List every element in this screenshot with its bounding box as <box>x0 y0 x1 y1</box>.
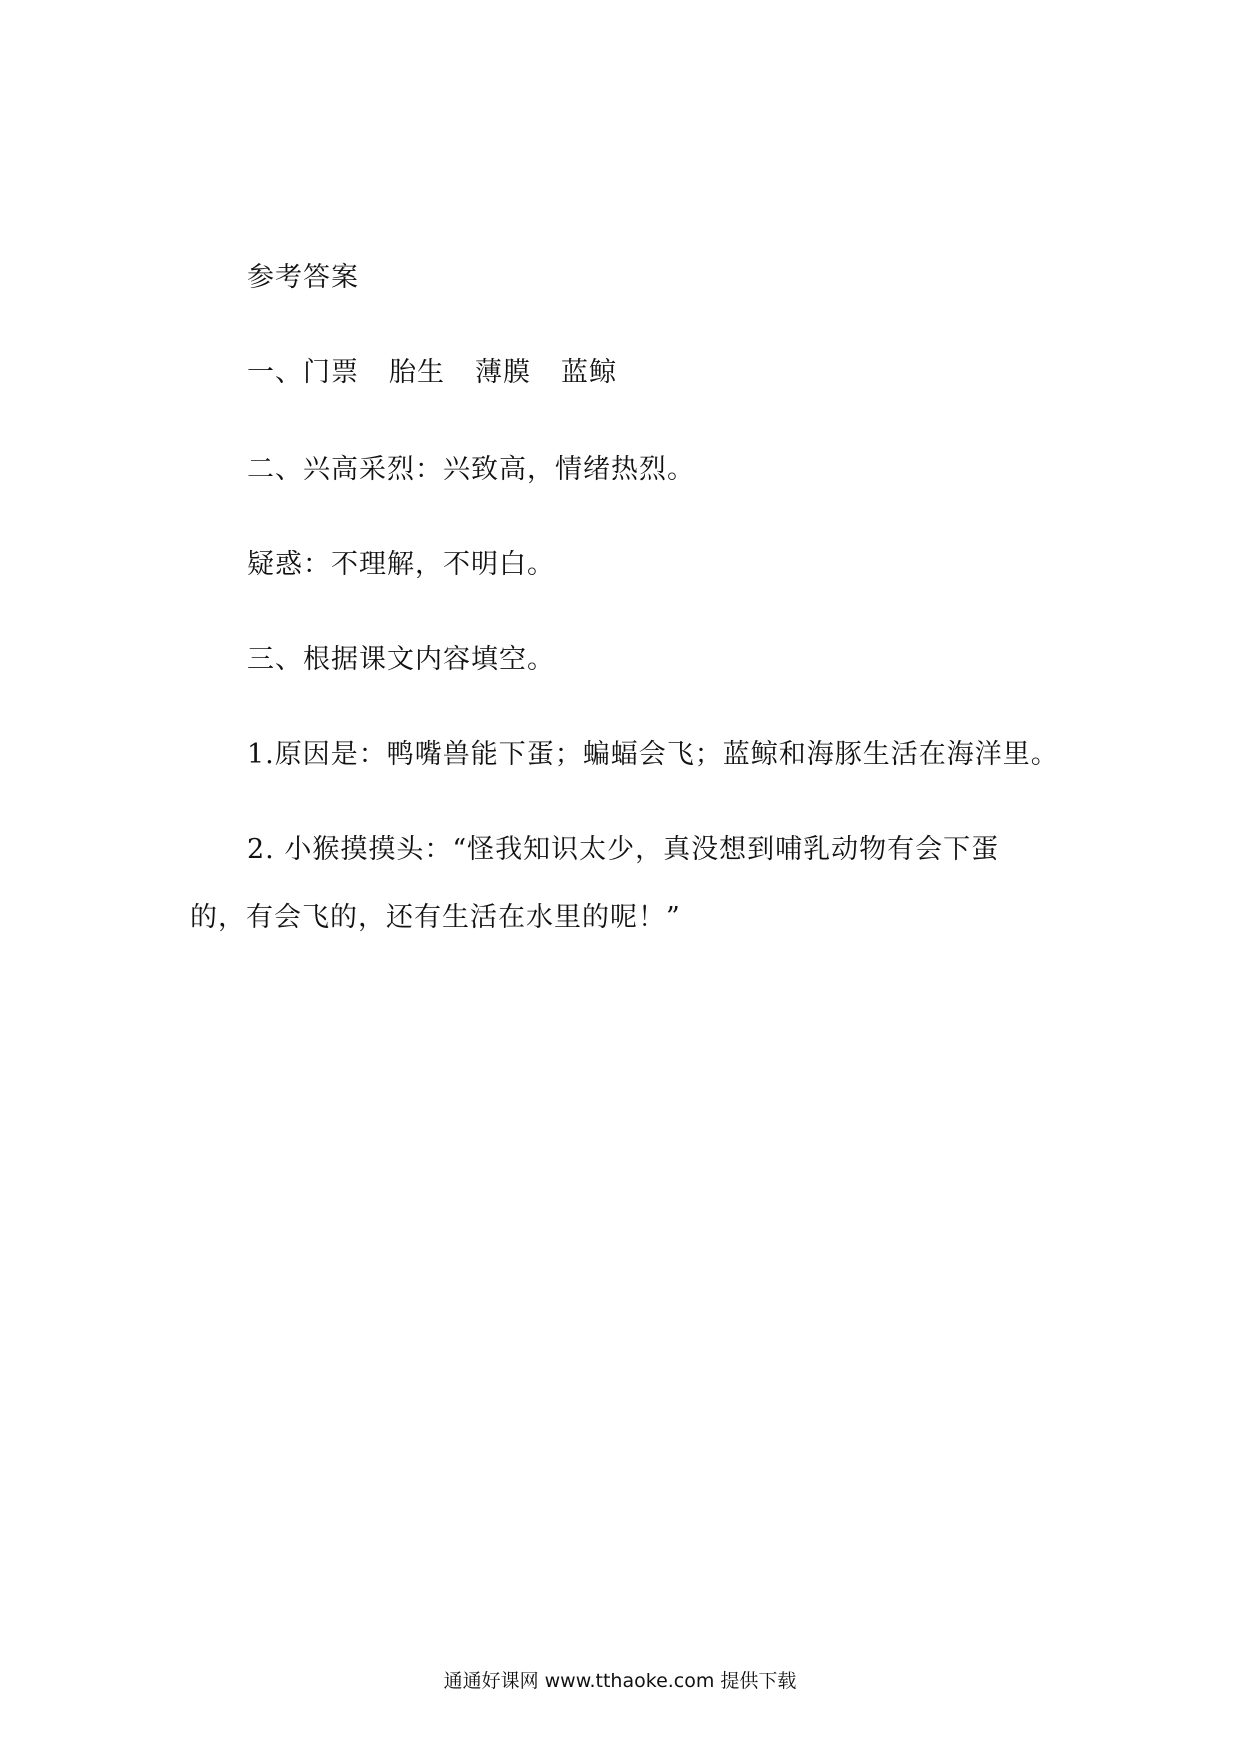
question-3-answer-2-line-2: 的，有会飞的，还有生活在水里的呢！” <box>190 902 681 933</box>
question-3-heading: 三、根据课文内容填空。 <box>247 644 555 675</box>
question-3-answer-2-line-1: 2. 小猴摸摸头：“怪我知识太少，真没想到哺乳动物有会下蛋 <box>247 834 1000 865</box>
answer-key-title: 参考答案 <box>247 262 359 293</box>
question-2-answer-line-1: 二、兴高采烈：兴致高，情绪热烈。 <box>247 454 695 485</box>
footer-source-note: 通通好课网 www.tthaoke.com 提供下载 <box>443 1670 797 1692</box>
question-2-answer-line-2: 疑惑：不理解，不明白。 <box>247 549 555 580</box>
question-3-answer-1: 1.原因是：鸭嘴兽能下蛋；蝙蝠会飞；蓝鲸和海豚生活在海洋里。 <box>247 739 1059 770</box>
word-3: 薄膜 <box>475 357 531 388</box>
question-1-prefix: 一、 <box>247 357 303 388</box>
word-4: 蓝鲸 <box>561 357 617 388</box>
word-2: 胎生 <box>389 357 445 388</box>
word-1: 门票 <box>303 357 359 388</box>
question-1-answer <box>247 353 617 393</box>
